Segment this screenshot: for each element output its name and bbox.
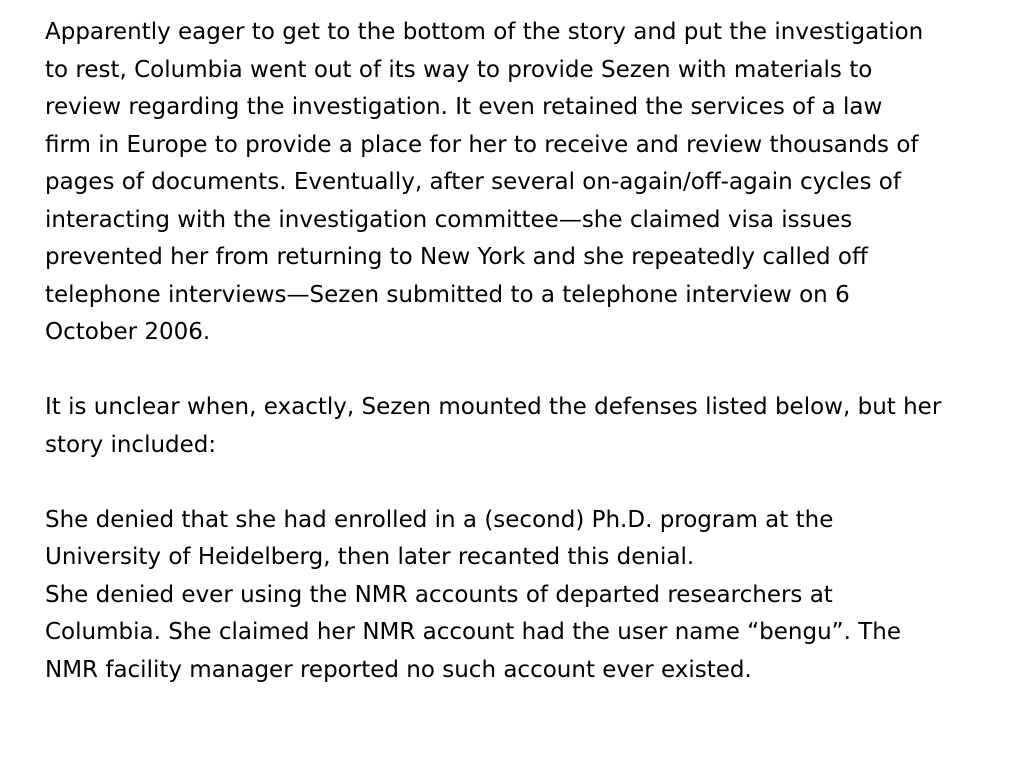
text-line: NMR facility manager reported no such account ever existed. [45, 656, 752, 683]
text-line: University of Heidelberg, then later recanted this denial. [45, 544, 695, 570]
text-line: story included: [45, 431, 217, 458]
text-line: pages of documents. Eventually, after several on-again/off-again cycles of [45, 169, 901, 195]
text-line: firm in Europe to provide a place for her to receive and review thousands of [45, 131, 919, 158]
text-line: interacting with the investigation committee—she claimed visa issues [45, 206, 853, 233]
text-line: prevented her from returning to New York and she repeatedly called off [45, 244, 868, 270]
paragraph-heidelberg-denial [45, 502, 1005, 577]
paragraph-nmr-denial [45, 577, 1005, 690]
text-line: It is unclear when, exactly, Sezen mounted the defenses listed below, but her [45, 394, 942, 420]
paragraph-defenses-intro [45, 389, 1005, 464]
paragraph-investigation [45, 14, 1005, 352]
paragraph-spacer [45, 464, 1005, 502]
text-line: to rest, Columbia went out of its way to provide Sezen with materials to [45, 56, 873, 83]
text-line: review regarding the investigation. It even retained the services of a law [45, 94, 883, 120]
slide-body-text [45, 14, 1005, 689]
text-line: She denied that she had enrolled in a (second) Ph.D. program at the [45, 506, 834, 533]
text-line: Columbia. She claimed her NMR account had the user name “bengu”. The [45, 619, 901, 645]
text-line: telephone interviews—Sezen submitted to a telephone interview on 6 [45, 281, 850, 308]
text-line: October 2006. [45, 319, 211, 345]
text-line: She denied ever using the NMR accounts of departed researchers at [45, 581, 833, 608]
text-line: Apparently eager to get to the bottom of the story and put the investigation [45, 19, 924, 45]
paragraph-spacer [45, 352, 1005, 390]
